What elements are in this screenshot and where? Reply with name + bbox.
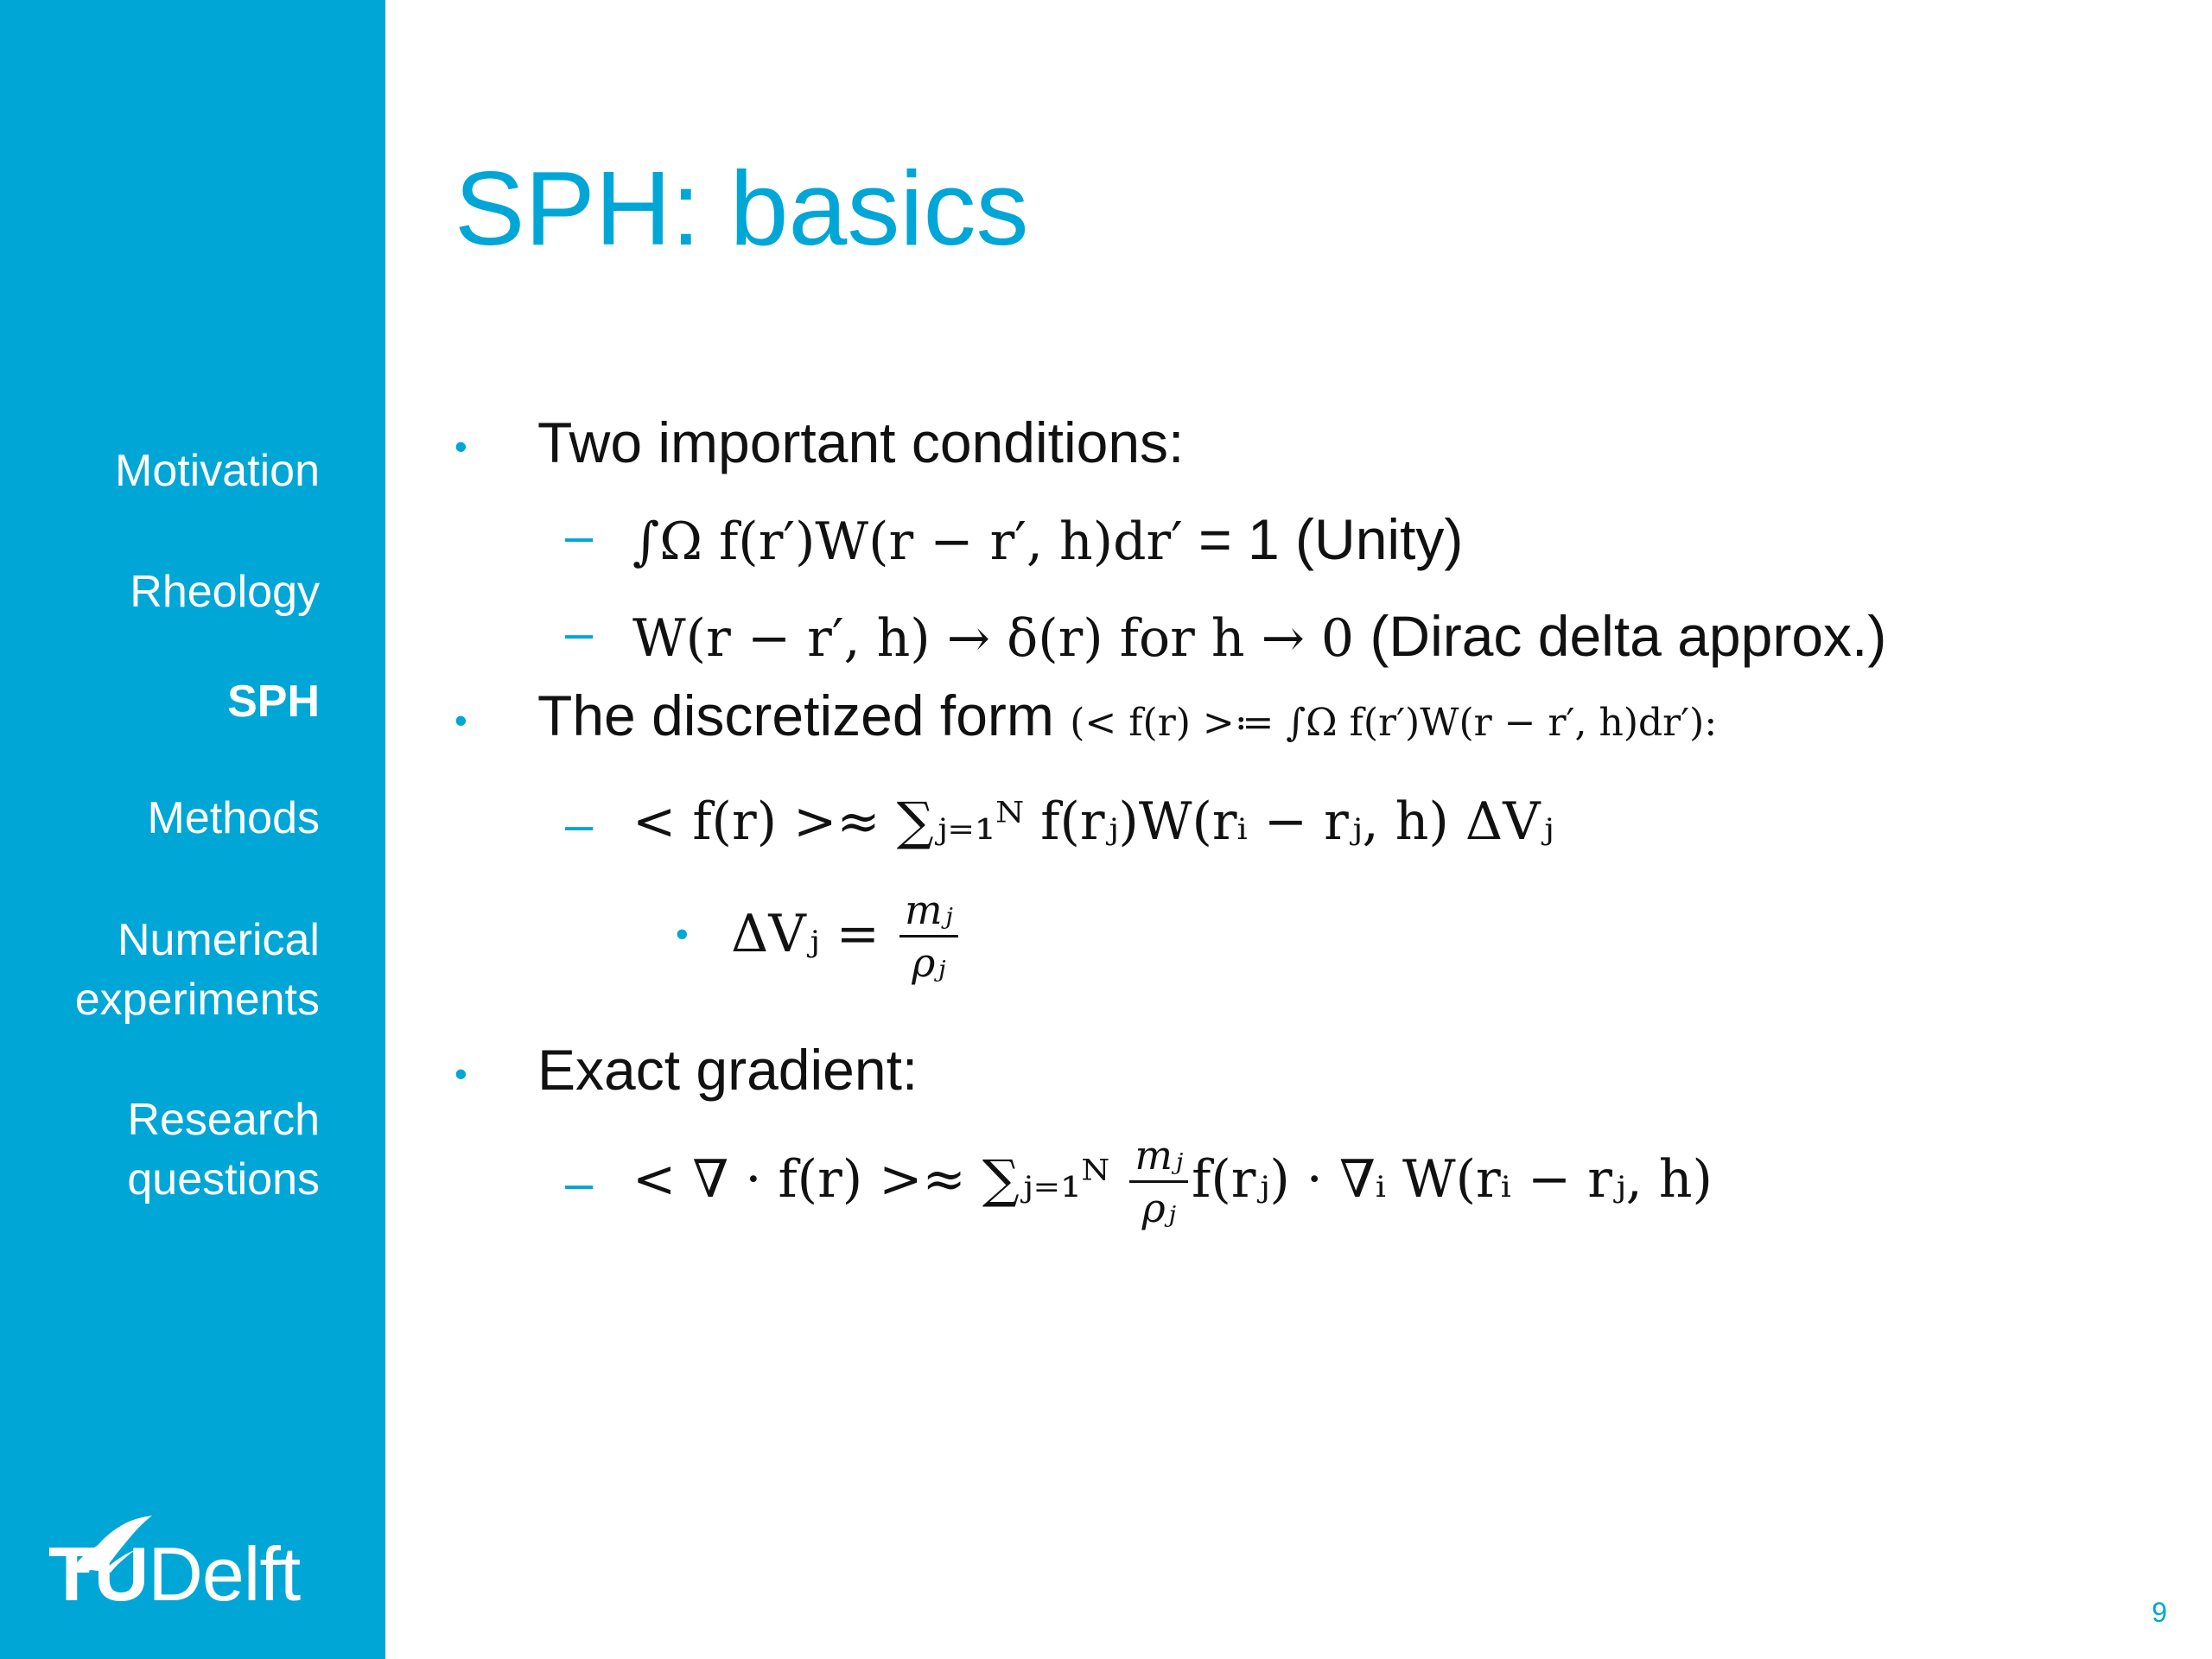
sidebar-item-methods[interactable]: Methods [147,793,320,843]
dirac-formula: W(r − r′, h) → δ(r) for h → 0 [632,608,1355,669]
unity-description: = 1 (Unity) [1182,507,1464,571]
unity-formula: ∫Ω f(r′)W(r − r′, h)dr′ [632,512,1183,572]
volume-numerator: mⱼ [899,887,958,938]
logo-text [48,1531,300,1618]
discrete-formula-line [632,785,1554,856]
sidebar-item-rheology[interactable]: Rheology [130,567,320,617]
sub-bullet-dash-3: – [565,797,594,853]
discretized-form-text: The discretized form [537,683,1071,747]
dirac-condition [632,601,1886,673]
bullet-marker-nested: • [676,913,689,954]
tudelft-logo [48,1514,325,1624]
volume-fraction [899,887,958,986]
sub-bullet-dash-4: – [565,1155,594,1211]
sub-bullet-dash-1: – [565,508,594,564]
sidebar-item-research-questions[interactable]: Research questions [127,1095,320,1205]
logo-delft: Delft [148,1531,301,1617]
volume-formula [731,887,962,986]
dirac-description: (Dirac delta approx.) [1354,604,1887,668]
sidebar-item-motivation[interactable]: Motivation [115,446,320,496]
page-number: 9 [2152,1597,2167,1628]
bullet-marker-1: • [454,426,467,467]
bullet-conditions-text: Two important conditions: [537,410,1185,474]
slide-title: SPH: basics [454,149,1029,267]
gradient-rhs: f(rⱼ) · ∇ᵢ W(rᵢ − rⱼ, h) [1192,1148,1713,1210]
discretized-form-line [537,681,1717,758]
gradient-lhs: < ∇ · f(r) >≈ ∑ⱼ₌₁ᴺ [632,1148,1127,1210]
gradient-formula [632,1132,1713,1231]
unity-condition [632,505,1463,576]
gradient-fraction [1129,1132,1188,1231]
gradient-denominator: ρⱼ [1141,1185,1176,1231]
sub-bullet-dash-2: – [565,605,594,661]
bullet-marker-3: • [454,1053,467,1094]
discrete-formula: < f(r) >≈ ∑ⱼ₌₁ᴺ f(rⱼ)W(rᵢ − rⱼ, h) ΔVⱼ [632,791,1554,852]
sidebar-item-sph[interactable]: SPH [227,677,320,727]
sidebar [0,0,385,1659]
gradient-numerator: mⱼ [1129,1132,1188,1183]
bullet-marker-2: • [454,700,467,741]
discretized-definition: (< f(r) >≔ ∫Ω f(r′)W(r − r′, h)dr′): [1070,701,1718,745]
sidebar-item-numerical-experiments[interactable]: Numerical experiments [74,915,320,1025]
exact-gradient-text: Exact gradient: [537,1038,918,1102]
volume-denominator: ρⱼ [912,939,946,986]
logo-tu: TU [48,1531,149,1617]
volume-lhs: ΔVⱼ = [731,903,896,964]
